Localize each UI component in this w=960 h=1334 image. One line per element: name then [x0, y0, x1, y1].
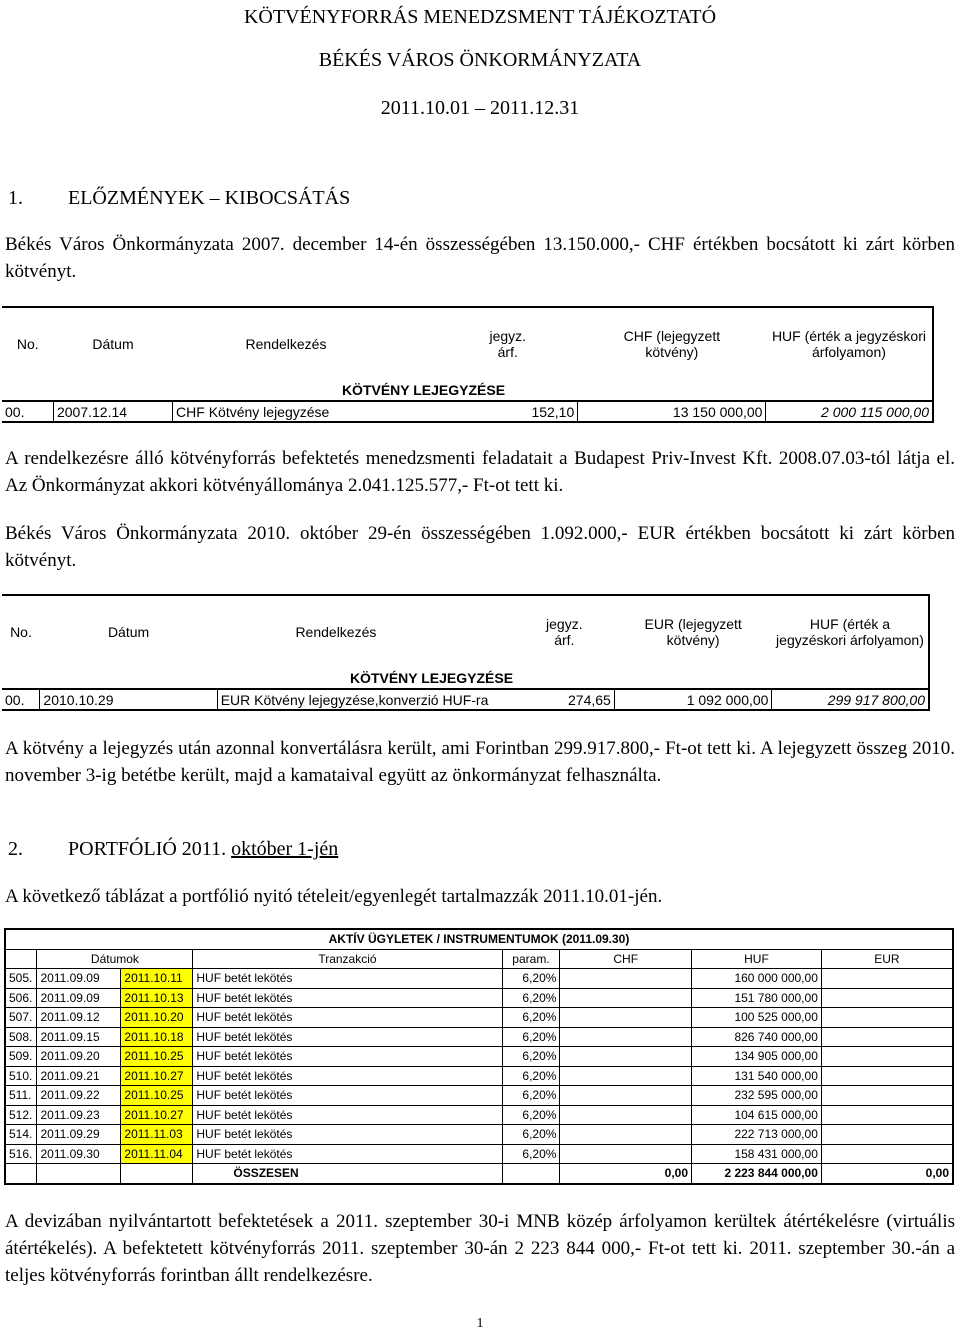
portfolio-intro-paragraph: A következő táblázat a portfólió nyitó tételeit/egyenlegét tartalmazzák 2011.10.01-jén.	[5, 886, 663, 907]
portfolio-row-transaction: HUF betét lekötés	[193, 1125, 502, 1145]
chf-col-rate: jegyz. árf.	[489, 327, 527, 360]
portfolio-row-start-date: 2011.09.09	[37, 988, 121, 1008]
chf-row-no: 00.	[5, 403, 25, 420]
section-2-title: PORTFÓLIÓ 2011.	[68, 838, 227, 860]
portfolio-row-param: 6,20%	[502, 1144, 560, 1164]
portfolio-row-param: 6,20%	[502, 1047, 560, 1067]
eur-group-row	[2, 667, 929, 689]
portfolio-row-maturity-date: 2011.10.27	[121, 1105, 193, 1125]
portfolio-row-param: 6,20%	[502, 1066, 560, 1086]
portfolio-row	[5, 1008, 953, 1028]
portfolio-row-eur	[821, 1027, 953, 1047]
portfolio-row-maturity-date: 2011.10.25	[121, 1047, 193, 1067]
portfolio-row-no: 514.	[5, 1125, 37, 1145]
chf-group-label: KÖTVÉNY LEJEGYZÉSE	[341, 381, 506, 398]
portfolio-row-no: 507.	[5, 1008, 37, 1028]
portfolio-row-eur	[821, 1086, 953, 1106]
portfolio-row-no: 505.	[5, 969, 37, 989]
section-1-intro: Békés Város Önkormányzata 2007. december 14-én összességében 13.150.000,- CHF értékben bocsátott ki zárt körben kötvényt.	[5, 234, 955, 282]
eur-col-rate: jegyz. árf.	[546, 615, 583, 648]
chf-col-huf: HUF (érték a jegyzéskori árfolyamon)	[771, 327, 926, 360]
portfolio-row	[5, 1125, 953, 1145]
portfolio-col-param: param.	[502, 949, 560, 969]
portfolio-row-no: 510.	[5, 1066, 37, 1086]
chf-bond-table	[2, 306, 934, 423]
chf-data-row	[2, 401, 933, 422]
portfolio-row-huf: 151 780 000,00	[692, 988, 822, 1008]
portfolio-row-maturity-date: 2011.11.03	[121, 1125, 193, 1145]
portfolio-row-chf	[560, 969, 692, 989]
portfolio-row	[5, 1047, 953, 1067]
eur-row-desc-cell	[217, 689, 614, 710]
document-title: KÖTVÉNYFORRÁS MENEDZSMENT TÁJÉKOZTATÓ	[243, 6, 717, 28]
portfolio-row	[5, 1086, 953, 1106]
portfolio-title: AKTÍV ÜGYLETEK / INSTRUMENTUMOK (2011.09.30)	[5, 929, 953, 949]
portfolio-row-eur	[821, 969, 953, 989]
eur-conversion-paragraph: A kötvény a lejegyzés után azonnal konvertálásra került, ami Forintban 299.917.800,- Ft-ot tett ki. A lejegyzett összeg 2010. november 3-ig betétbe került, majd a kamataival együtt az önkormányzat felhasználta.	[5, 738, 955, 786]
chf-col-ccy: CHF (lejegyzett kötvény)	[623, 327, 721, 360]
portfolio-row-param: 6,20%	[502, 1105, 560, 1125]
portfolio-row-eur	[821, 1125, 953, 1145]
portfolio-row	[5, 988, 953, 1008]
eur-col-huf: HUF (érték a jegyzéskori árfolyamon)	[776, 615, 924, 648]
portfolio-row-eur	[821, 988, 953, 1008]
chf-col-rendelkezes: Rendelkezés	[245, 335, 327, 352]
portfolio-row-transaction: HUF betét lekötés	[193, 1086, 502, 1106]
portfolio-row-param: 6,20%	[502, 1008, 560, 1028]
chf-row-rate: 152,10	[531, 404, 575, 420]
portfolio-row-maturity-date: 2011.10.13	[121, 988, 193, 1008]
eur-col-date: Dátum	[107, 623, 150, 640]
portfolio-row-param: 6,20%	[502, 969, 560, 989]
portfolio-total-label: ÖSSZESEN	[193, 1164, 502, 1184]
portfolio-row-chf	[560, 1047, 692, 1067]
portfolio-row	[5, 1027, 953, 1047]
portfolio-row-eur	[821, 1144, 953, 1164]
eur-data-row	[2, 689, 929, 710]
eur-row-date: 2010.10.29	[40, 689, 217, 710]
portfolio-row	[5, 969, 953, 989]
portfolio-row-no: 512.	[5, 1105, 37, 1125]
portfolio-row-start-date: 2011.09.09	[37, 969, 121, 989]
portfolio-row-maturity-date: 2011.10.20	[121, 1008, 193, 1028]
section-1-title: ELŐZMÉNYEK – KIBOCSÁTÁS	[68, 187, 351, 209]
portfolio-row	[5, 1066, 953, 1086]
portfolio-row-no: 511.	[5, 1086, 37, 1106]
chf-group-row	[2, 379, 933, 401]
closing-paragraph: A devizában nyilvántartott befektetések a 2011. szeptember 30-i MNB közép árfolyamon kerültek átértékelésre (virtuális átértékelés). A befektetett kötvényforrás 2011. szeptember 30-án 2 223 844 000,- Ft-ot tett ki. 2011. szeptember 30.-án a teljes kötvényforrás forintban állt rendelkezésre.	[5, 1211, 955, 1286]
portfolio-row-eur	[821, 1066, 953, 1086]
portfolio-total-eur: 0,00	[821, 1164, 953, 1184]
portfolio-total-huf: 2 223 844 000,00	[692, 1164, 822, 1184]
section-2-heading	[8, 838, 338, 861]
portfolio-row-huf: 158 431 000,00	[692, 1144, 822, 1164]
portfolio-row-eur	[821, 1047, 953, 1067]
portfolio-table	[4, 928, 954, 1185]
portfolio-row-eur	[821, 1008, 953, 1028]
portfolio-row-start-date: 2011.09.22	[37, 1086, 121, 1106]
page-number: 1	[476, 1316, 484, 1331]
portfolio-row-transaction: HUF betét lekötés	[193, 988, 502, 1008]
chf-table-header-row	[2, 307, 933, 379]
portfolio-row-param: 6,20%	[502, 1125, 560, 1145]
portfolio-row-maturity-date: 2011.10.25	[121, 1086, 193, 1106]
portfolio-row-chf	[560, 1066, 692, 1086]
portfolio-row-chf	[560, 1086, 692, 1106]
eur-row-rate: 274,65	[568, 692, 611, 708]
portfolio-row-chf	[560, 1008, 692, 1028]
portfolio-row-transaction: HUF betét lekötés	[193, 1144, 502, 1164]
chf-col-date: Dátum	[92, 335, 134, 352]
portfolio-header-row	[5, 949, 953, 969]
eur-table-header-row	[2, 595, 929, 667]
chf-row-huf: 2 000 115 000,00	[766, 401, 933, 422]
eur-col-no: No.	[10, 623, 32, 640]
portfolio-row-eur	[821, 1105, 953, 1125]
portfolio-row-start-date: 2011.09.29	[37, 1125, 121, 1145]
chf-row-date: 2007.12.14	[53, 401, 172, 422]
portfolio-row-chf	[560, 1027, 692, 1047]
eur-intro-paragraph: Békés Város Önkormányzata 2010. október 29-én összességében 1.092.000,- EUR értékben bocsátott ki zárt körben kötvényt.	[5, 523, 955, 571]
portfolio-row-param: 6,20%	[502, 988, 560, 1008]
portfolio-col-tranzakcio: Tranzakció	[193, 949, 502, 969]
portfolio-row-transaction: HUF betét lekötés	[193, 1066, 502, 1086]
report-period: 2011.10.01 – 2011.12.31	[380, 97, 580, 119]
portfolio-row-transaction: HUF betét lekötés	[193, 969, 502, 989]
portfolio-row-start-date: 2011.09.20	[37, 1047, 121, 1067]
portfolio-row-huf: 134 905 000,00	[692, 1047, 822, 1067]
eur-row-desc: EUR Kötvény lejegyzése,konverzió HUF-ra	[220, 691, 489, 708]
portfolio-row-maturity-date: 2011.10.18	[121, 1027, 193, 1047]
section-1-number: 1.	[8, 187, 23, 209]
portfolio-row-no: 508.	[5, 1027, 37, 1047]
chf-row-desc-cell	[173, 401, 578, 422]
portfolio-col-chf: CHF	[560, 949, 692, 969]
portfolio-row-no: 506.	[5, 988, 37, 1008]
portfolio-row-transaction: HUF betét lekötés	[193, 1027, 502, 1047]
portfolio-row-maturity-date: 2011.11.04	[121, 1144, 193, 1164]
eur-row-no: 00.	[5, 691, 25, 708]
section-1-heading	[8, 187, 350, 210]
portfolio-row-start-date: 2011.09.15	[37, 1027, 121, 1047]
portfolio-row-start-date: 2011.09.23	[37, 1105, 121, 1125]
portfolio-row-maturity-date: 2011.10.27	[121, 1066, 193, 1086]
portfolio-row-maturity-date: 2011.10.11	[121, 969, 193, 989]
eur-bond-table	[2, 594, 930, 711]
portfolio-row	[5, 1144, 953, 1164]
document-subtitle: BÉKÉS VÁROS ÖNKORMÁNYZATA	[318, 49, 642, 71]
portfolio-row-huf: 160 000 000,00	[692, 969, 822, 989]
portfolio-row-huf: 131 540 000,00	[692, 1066, 822, 1086]
chf-row-desc: CHF Kötvény lejegyzése	[176, 403, 330, 420]
portfolio-row-start-date: 2011.09.12	[37, 1008, 121, 1028]
portfolio-row-transaction: HUF betét lekötés	[193, 1047, 502, 1067]
portfolio-row-transaction: HUF betét lekötés	[193, 1105, 502, 1125]
portfolio-row-huf: 232 595 000,00	[692, 1086, 822, 1106]
portfolio-title-row	[5, 929, 953, 949]
portfolio-row-param: 6,20%	[502, 1027, 560, 1047]
portfolio-col-datumok: Dátumok	[37, 949, 193, 969]
portfolio-row-huf: 100 525 000,00	[692, 1008, 822, 1028]
portfolio-row-no: 509.	[5, 1047, 37, 1067]
portfolio-row-huf: 222 713 000,00	[692, 1125, 822, 1145]
section-2-date: október 1-jén	[231, 838, 339, 860]
portfolio-col-huf: HUF	[692, 949, 822, 969]
portfolio-row-start-date: 2011.09.21	[37, 1066, 121, 1086]
chf-row-amount: 13 150 000,00	[578, 401, 766, 422]
portfolio-row-chf	[560, 988, 692, 1008]
eur-row-amount: 1 092 000,00	[614, 689, 772, 710]
portfolio-row-start-date: 2011.09.30	[37, 1144, 121, 1164]
portfolio-total-row	[5, 1164, 953, 1184]
portfolio-col-eur: EUR	[821, 949, 953, 969]
portfolio-row-chf	[560, 1105, 692, 1125]
portfolio-row-no: 516.	[5, 1144, 37, 1164]
eur-col-rendelkezes: Rendelkezés	[295, 623, 377, 640]
portfolio-col-no	[5, 949, 37, 969]
portfolio-row-transaction: HUF betét lekötés	[193, 1008, 502, 1028]
portfolio-row-huf: 104 615 000,00	[692, 1105, 822, 1125]
eur-col-ccy: EUR (lejegyzett kötvény)	[644, 615, 742, 648]
portfolio-row-chf	[560, 1125, 692, 1145]
portfolio-row-param: 6,20%	[502, 1086, 560, 1106]
portfolio-total-chf: 0,00	[560, 1164, 692, 1184]
eur-row-huf: 299 917 800,00	[772, 689, 929, 710]
portfolio-row	[5, 1105, 953, 1125]
chf-paragraph: A rendelkezésre álló kötvényforrás befektetés menedzsmenti feladatait a Budapest Priv-Invest Kft. 2008.07.03-tól látja el. Az Önkormányzat akkori kötvényállománya 2.041.125.577,- Ft-ot tett ki.	[5, 448, 955, 496]
portfolio-row-chf	[560, 1144, 692, 1164]
portfolio-row-huf: 826 740 000,00	[692, 1027, 822, 1047]
chf-col-no: No.	[16, 335, 39, 352]
section-2-number: 2.	[8, 838, 23, 860]
eur-group-label: KÖTVÉNY LEJEGYZÉSE	[349, 669, 514, 686]
